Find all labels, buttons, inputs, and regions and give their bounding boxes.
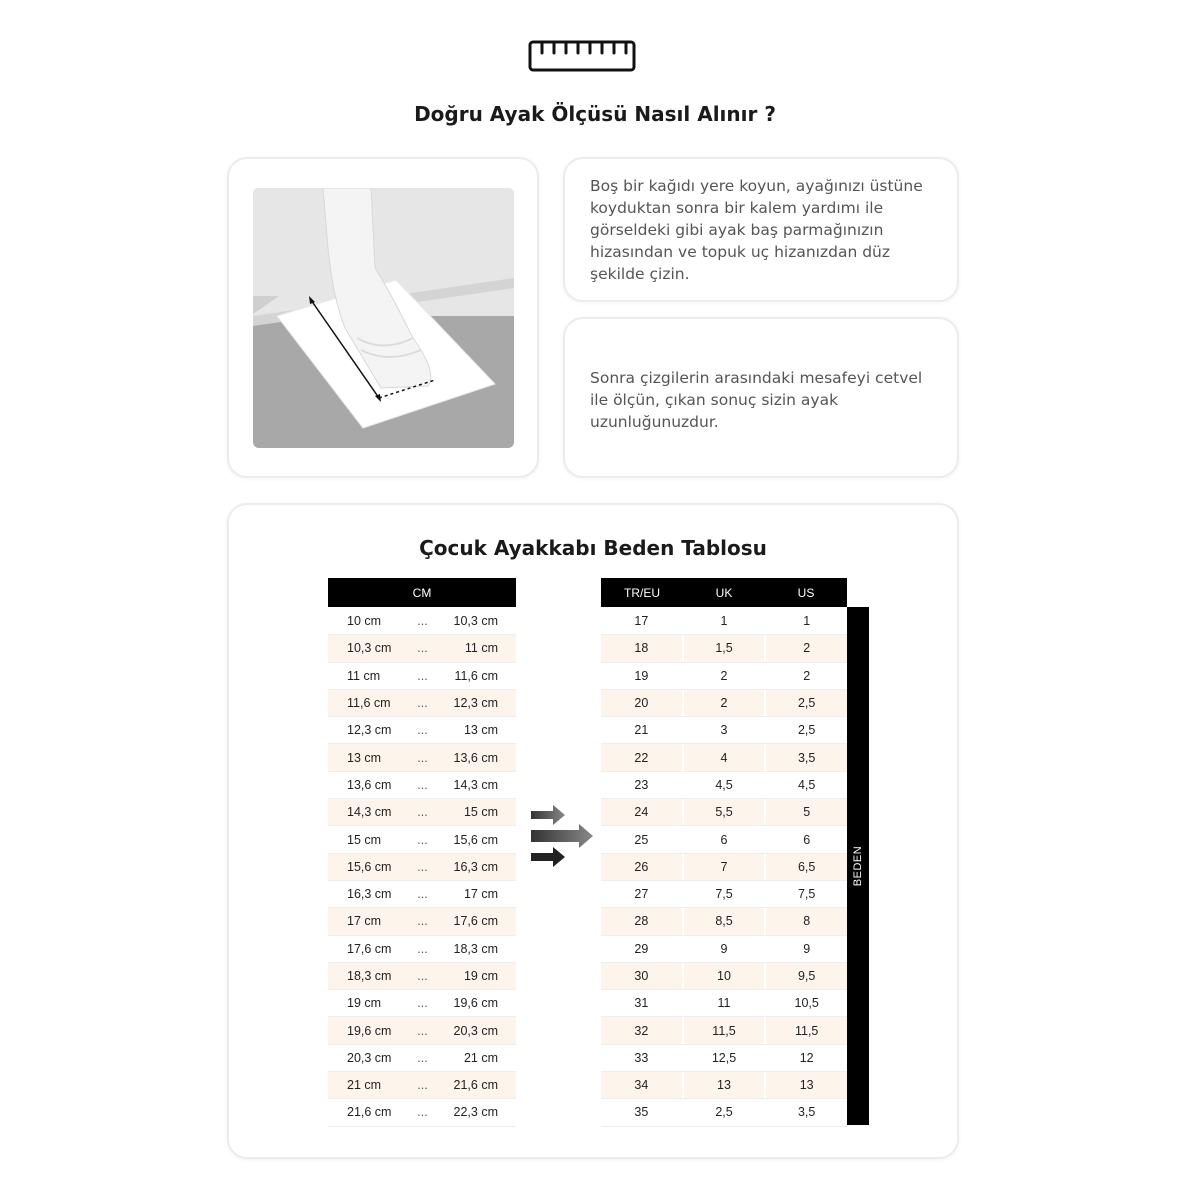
instruction-card-2 xyxy=(563,317,959,478)
size-uk: 1,5 xyxy=(684,635,767,661)
size-tr-eu: 21 xyxy=(601,717,684,743)
table-row xyxy=(601,908,847,935)
table-row xyxy=(328,936,516,963)
cm-to: 11 cm xyxy=(464,641,498,656)
size-rows xyxy=(601,608,847,1127)
range-separator: ... xyxy=(417,1105,428,1120)
table-row xyxy=(601,717,847,744)
table-row xyxy=(328,881,516,908)
size-us: 2 xyxy=(803,668,811,683)
table-row xyxy=(601,1017,847,1044)
size-tr-eu: 22 xyxy=(601,744,684,770)
range-separator: ... xyxy=(417,641,428,656)
beden-side-label xyxy=(847,607,869,1125)
size-header-row xyxy=(601,578,847,607)
size-uk: 4,5 xyxy=(684,772,767,798)
table-row xyxy=(328,854,516,881)
cm-to: 17,6 cm xyxy=(453,914,498,929)
range-separator: ... xyxy=(417,1050,428,1065)
size-tr-eu: 31 xyxy=(601,990,684,1016)
size-tr-eu: 17 xyxy=(601,608,684,634)
range-separator: ... xyxy=(417,996,428,1011)
size-tr-eu: 25 xyxy=(601,826,684,852)
cm-to: 15,6 cm xyxy=(453,832,498,847)
cm-from: 15 cm xyxy=(347,832,382,847)
cm-to: 10,3 cm xyxy=(453,614,498,629)
cm-from: 20,3 cm xyxy=(347,1050,392,1065)
page-title: Doğru Ayak Ölçüsü Nasıl Alınır ? xyxy=(414,102,776,126)
table-row xyxy=(601,990,847,1017)
range-separator: ... xyxy=(417,832,428,847)
cm-to: 19,6 cm xyxy=(453,996,498,1011)
table-row xyxy=(601,1072,847,1099)
range-separator: ... xyxy=(417,777,428,792)
size-us: 2,5 xyxy=(797,696,816,711)
cm-from: 14,3 cm xyxy=(347,805,392,820)
range-separator: ... xyxy=(417,941,428,956)
cm-from: 10 cm xyxy=(347,614,382,629)
size-uk: 2,5 xyxy=(684,1099,767,1125)
beden-label: BEDEN xyxy=(852,845,864,887)
size-tr-eu: 27 xyxy=(601,881,684,907)
size-tr-eu: 35 xyxy=(601,1099,684,1125)
cm-from: 21 cm xyxy=(347,1078,382,1093)
size-uk: 2 xyxy=(684,663,767,689)
cm-from: 19 cm xyxy=(347,996,382,1011)
cm-from: 11,6 cm xyxy=(347,696,391,711)
size-tr-eu: 23 xyxy=(601,772,684,798)
size-tr-eu: 29 xyxy=(601,936,684,962)
table-row xyxy=(328,635,516,662)
size-us: 1 xyxy=(803,614,811,629)
table-row xyxy=(601,826,847,853)
size-us: 4,5 xyxy=(797,777,816,792)
size-tr-eu: 32 xyxy=(601,1017,684,1043)
size-uk: 2 xyxy=(684,690,767,716)
table-row xyxy=(601,690,847,717)
size-tr-eu: 26 xyxy=(601,854,684,880)
cm-from: 10,3 cm xyxy=(347,641,392,656)
size-tr-eu: 30 xyxy=(601,963,684,989)
size-uk: 9 xyxy=(684,936,767,962)
instruction-text: Boş bir kağıdı yere koyun, ayağınızı üstüne koyduktan sonra bir kalem yardımı ile görseldeki gibi ayak baş parmağınızın hizasından ve topuk uç hizanızdan düz şekilde çizin. xyxy=(590,177,923,283)
range-separator: ... xyxy=(417,805,428,820)
instruction-text: Sonra çizgilerin arasındaki mesafeyi cetvel ile ölçün, çıkan sonuç sizin ayak uzunluğunuzdur. xyxy=(590,369,923,431)
cm-to: 12,3 cm xyxy=(453,696,498,711)
table-row xyxy=(328,908,516,935)
size-chart-title: Çocuk Ayakkabı Beden Tablosu xyxy=(419,536,767,560)
size-uk: 8,5 xyxy=(684,908,767,934)
table-row xyxy=(601,1045,847,1072)
foot-photo xyxy=(253,188,514,448)
range-separator: ... xyxy=(417,859,428,874)
table-row xyxy=(328,1045,516,1072)
cm-to: 11,6 cm xyxy=(454,668,498,683)
cm-to: 19 cm xyxy=(463,969,498,983)
range-separator: ... xyxy=(417,969,428,983)
table-row xyxy=(328,990,516,1017)
size-us: 3,5 xyxy=(797,750,816,765)
size-tr-eu: 18 xyxy=(601,635,684,661)
cm-from: 13 cm xyxy=(347,750,382,765)
cm-from: 21,6 cm xyxy=(347,1105,392,1120)
table-row xyxy=(328,1099,516,1126)
size-uk: 10 xyxy=(684,963,767,989)
size-us: 13 xyxy=(799,1078,814,1093)
cm-to: 16,3 cm xyxy=(453,859,498,874)
range-separator: ... xyxy=(417,1078,428,1093)
size-tr-eu: 33 xyxy=(601,1045,684,1071)
size-uk: 5,5 xyxy=(684,799,767,825)
range-separator: ... xyxy=(417,723,428,738)
size-uk: 3 xyxy=(684,717,767,743)
cm-table xyxy=(328,578,516,1127)
table-row xyxy=(328,744,516,771)
size-uk: 11 xyxy=(684,990,767,1016)
size-tr-eu: 20 xyxy=(601,690,684,716)
table-row xyxy=(601,663,847,690)
foot-photo-card xyxy=(227,157,539,478)
table-row xyxy=(601,744,847,771)
table-row xyxy=(328,1017,516,1044)
cm-from: 18,3 cm xyxy=(347,969,392,983)
range-separator: ... xyxy=(417,696,428,711)
header-us: US xyxy=(797,585,815,600)
table-row xyxy=(328,1072,516,1099)
table-row xyxy=(328,799,516,826)
range-separator: ... xyxy=(417,1023,428,1038)
cm-from: 19,6 cm xyxy=(347,1023,392,1038)
size-tr-eu: 28 xyxy=(601,908,684,934)
cm-from: 17,6 cm xyxy=(347,941,392,956)
table-row xyxy=(328,717,516,744)
size-us: 2 xyxy=(803,641,811,656)
size-tr-eu: 19 xyxy=(601,663,684,689)
table-row xyxy=(601,963,847,990)
size-table xyxy=(601,578,847,1127)
table-row xyxy=(601,881,847,908)
cm-to: 17 cm xyxy=(463,887,498,902)
size-uk: 6 xyxy=(684,826,767,852)
range-separator: ... xyxy=(417,914,428,929)
size-uk: 12,5 xyxy=(684,1045,767,1071)
cm-to: 13,6 cm xyxy=(453,750,498,765)
cm-to: 21,6 cm xyxy=(453,1078,498,1093)
cm-from: 12,3 cm xyxy=(347,723,392,738)
size-us: 12 xyxy=(799,1050,814,1065)
size-uk: 7,5 xyxy=(684,881,767,907)
cm-rows xyxy=(328,608,516,1127)
size-us: 6 xyxy=(803,832,811,847)
range-separator: ... xyxy=(417,668,428,683)
size-uk: 13 xyxy=(684,1072,767,1098)
table-row xyxy=(601,799,847,826)
table-row xyxy=(328,690,516,717)
size-us: 9 xyxy=(803,941,811,956)
size-us: 6,5 xyxy=(797,859,816,874)
cm-header: CM xyxy=(328,578,516,607)
size-uk: 1 xyxy=(684,608,767,634)
table-row xyxy=(328,826,516,853)
size-tr-eu: 24 xyxy=(601,799,684,825)
size-us: 3,5 xyxy=(797,1105,816,1120)
range-separator: ... xyxy=(417,887,428,902)
table-row xyxy=(601,854,847,881)
header-tr-eu: TR/EU xyxy=(624,585,660,600)
size-uk: 11,5 xyxy=(684,1017,767,1043)
table-row xyxy=(601,635,847,662)
cm-from: 16,3 cm xyxy=(347,887,392,902)
size-us: 9,5 xyxy=(797,969,816,983)
arrows-right-icon xyxy=(531,805,593,867)
size-us: 7,5 xyxy=(797,887,816,902)
size-us: 10,5 xyxy=(794,996,819,1011)
instruction-card-1 xyxy=(563,157,959,302)
table-row xyxy=(601,1099,847,1126)
cm-to: 20,3 cm xyxy=(453,1023,498,1038)
table-row xyxy=(601,772,847,799)
range-separator: ... xyxy=(417,750,428,765)
size-uk: 4 xyxy=(684,744,767,770)
table-row xyxy=(328,608,516,635)
size-us: 5 xyxy=(803,805,811,820)
size-us: 8 xyxy=(803,914,811,929)
size-tr-eu: 34 xyxy=(601,1072,684,1098)
table-row xyxy=(328,963,516,990)
cm-to: 18,3 cm xyxy=(453,941,498,956)
size-uk: 7 xyxy=(684,854,767,880)
table-row xyxy=(601,608,847,635)
cm-to: 14,3 cm xyxy=(453,777,498,792)
cm-from: 17 cm xyxy=(347,914,382,929)
size-us: 11,5 xyxy=(794,1023,819,1038)
table-row xyxy=(328,663,516,690)
size-us: 2,5 xyxy=(797,723,816,738)
cm-from: 11 cm xyxy=(347,668,381,683)
size-chart-card xyxy=(227,503,959,1159)
ruler-icon xyxy=(528,40,636,72)
cm-from: 15,6 cm xyxy=(347,859,392,874)
cm-from: 13,6 cm xyxy=(347,777,392,792)
table-row xyxy=(601,936,847,963)
table-row xyxy=(328,772,516,799)
cm-to: 21 cm xyxy=(463,1050,498,1065)
cm-to: 22,3 cm xyxy=(453,1105,498,1120)
header-uk: UK xyxy=(715,585,733,600)
cm-to: 13 cm xyxy=(463,723,498,738)
range-separator: ... xyxy=(417,614,428,629)
cm-to: 15 cm xyxy=(463,805,498,820)
